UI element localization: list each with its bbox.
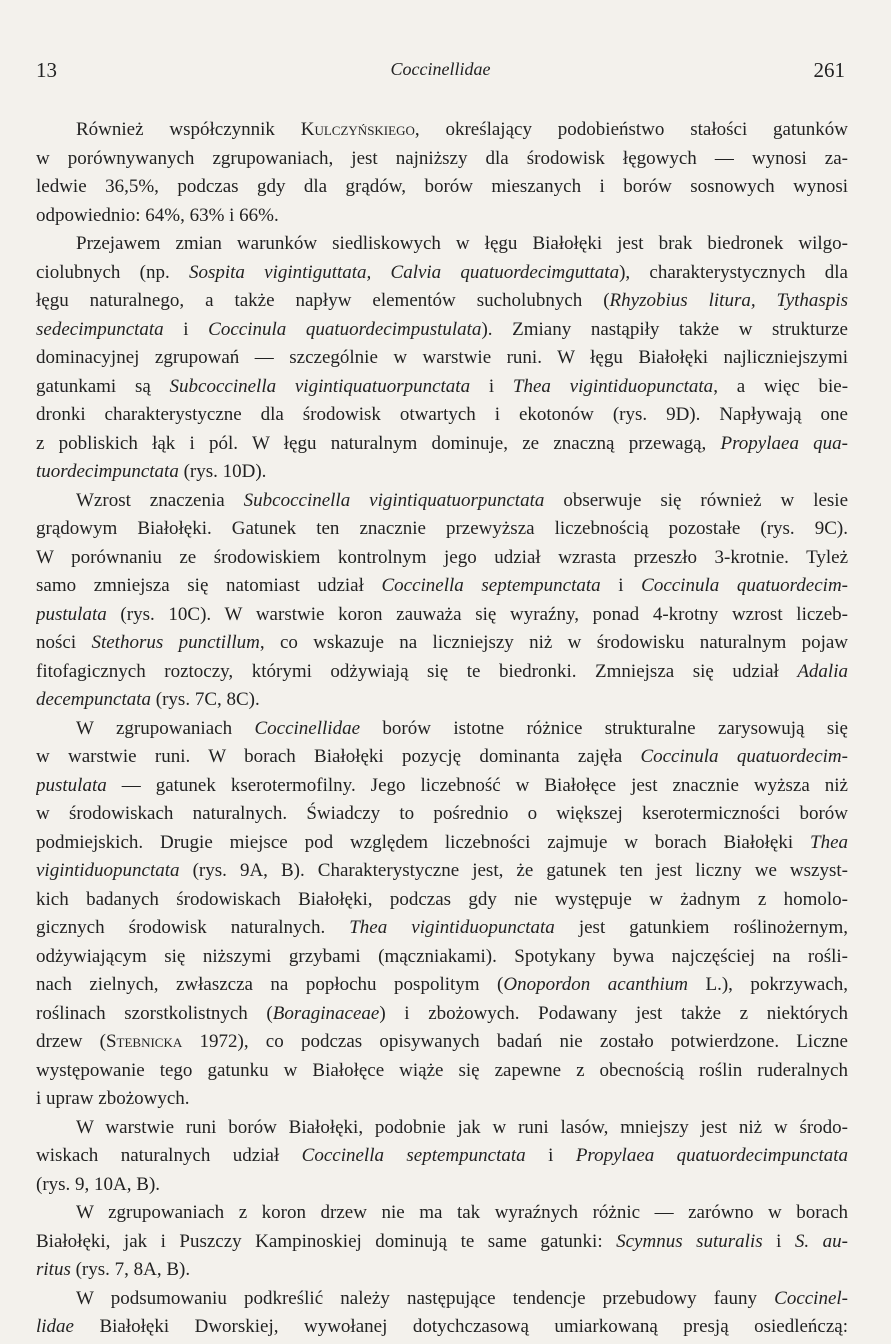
italic-term: tuordecimpunctata	[36, 461, 179, 482]
page-number-left: 13	[36, 58, 57, 82]
italic-term: Coccinula quatuordecim-	[640, 746, 848, 767]
italic-term: Thea	[810, 831, 848, 853]
text-line	[36, 1256, 848, 1285]
text-run: gatunkami są	[36, 375, 170, 397]
text-line	[36, 515, 848, 544]
text-run: L.), pokrzywach,	[688, 974, 848, 995]
text-line	[36, 401, 848, 430]
text-line	[36, 1000, 848, 1029]
text-line	[36, 914, 848, 943]
text-line	[36, 344, 848, 373]
text-run: fitofagicznych roztoczy, którymi odżywiają się te biedronki. Zmniejsza się udział	[36, 660, 798, 682]
author-name: Kulczyńskiego	[300, 119, 415, 140]
text-line	[36, 1228, 848, 1257]
author-name: Stebnicka	[105, 1031, 183, 1052]
italic-term: Scymnus suturalis	[616, 1230, 763, 1252]
text-run: i upraw zbożowych.	[36, 1088, 190, 1109]
text-line	[36, 173, 848, 202]
text-line	[36, 145, 848, 174]
text-line	[36, 572, 848, 601]
text-line	[36, 772, 848, 801]
text-run: ). Zmiany nastąpiły także w strukturze	[481, 318, 848, 340]
text-line	[36, 1114, 848, 1143]
italic-term: Coccinellidae	[254, 717, 361, 739]
text-run: (rys. 9, 10A, B).	[36, 1173, 161, 1195]
italic-term: Coccinula quatuordecimpustulata	[208, 318, 482, 340]
italic-term: Coccinula quatuordecim-	[641, 575, 848, 596]
text-run: i	[525, 1145, 576, 1166]
italic-term: Sospita vigintiguttata, Calvia quatuordecimguttata	[188, 261, 620, 283]
text-run: kich badanych środowiskach Białołęki, podczas gdy nie występuje w żadnym z homolo-	[36, 888, 848, 910]
text-line	[36, 886, 848, 915]
text-run: obserwuje się również w lesie	[544, 489, 848, 511]
text-run: ciolubnych (np.	[36, 261, 189, 283]
text-line	[36, 230, 848, 259]
text-run: ledwie 36,5%, podczas gdy dla grądów, borów mieszanych i borów sosnowych wynosi	[36, 176, 848, 197]
text-run: i	[762, 1230, 795, 1252]
italic-term: Rhyzobius litura, Tythaspis	[609, 290, 848, 311]
text-run: w porównywanych zgrupowaniach, jest najniższy dla środowisk łęgowych — wynosi za-	[36, 147, 848, 169]
text-line	[36, 800, 848, 829]
italic-term: Thea vigintiduopunctata	[349, 917, 555, 938]
text-line	[36, 943, 848, 972]
text-run: podmiejskich. Drugie miejsce pod względem liczebności zajmuje w borach Białołęki	[36, 831, 810, 853]
text-line	[36, 601, 848, 630]
text-run: samo zmniejsza się natomiast udział	[36, 575, 382, 596]
text-run: i	[163, 318, 209, 340]
text-line	[36, 316, 848, 345]
italic-term: Subcoccinella vigintiquatuorpunctata	[243, 489, 545, 511]
text-run: borów istotne różnice strukturalne zarysowują się	[360, 717, 848, 739]
page-number-right: 261	[813, 58, 845, 82]
italic-term: S. au-	[794, 1230, 848, 1252]
italic-term: sedecimpunctata	[36, 318, 164, 340]
text-run: , określający podobieństwo stałości gatunków	[414, 119, 848, 140]
text-run: (rys. 10D).	[178, 461, 267, 482]
text-run: Również współczynnik	[76, 119, 301, 140]
italic-term: lidae	[36, 1316, 74, 1337]
text-run: i	[470, 375, 513, 397]
text-run: Wzrost znaczenia	[76, 489, 244, 511]
text-line	[36, 829, 848, 858]
text-run: , co wskazuje na liczniejszy niż w środowisku naturalnym pojaw	[259, 632, 848, 653]
text-line	[36, 629, 848, 658]
text-run: Białołęki, jak i Puszczy Kampinoskiej dominują te same gatunki:	[36, 1230, 617, 1252]
italic-term: ritus	[36, 1259, 71, 1280]
text-line	[36, 1085, 848, 1114]
text-run: łęgu naturalnego, a także napływ elementów sucholubnych (	[36, 290, 610, 311]
text-line	[36, 743, 848, 772]
italic-term: pustulata	[36, 774, 107, 796]
italic-term: Coccinella septempunctata	[301, 1145, 526, 1166]
text-run: dominacyjnej zgrupowań — szczególnie w warstwie runi. W łęgu Białołęki najliczniejszymi	[36, 347, 848, 368]
text-line	[36, 1171, 848, 1200]
text-run: 1972), co podczas opisywanych badań nie zostało potwierdzone. Liczne	[182, 1031, 848, 1052]
text-run: w warstwie runi. W borach Białołęki pozycję dominanta zajęła	[36, 746, 641, 767]
italic-term: Propylaea quatuordecimpunctata	[575, 1145, 848, 1166]
text-run: Przejawem zmian warunków siedliskowych w łęgu Białołęki jest brak biedronek wilgo-	[76, 233, 848, 254]
italic-term: decempunctata	[36, 689, 152, 710]
text-run: W zgrupowaniach z koron drzew nie ma tak wyraźnych różnic — zarówno w borach	[76, 1202, 848, 1223]
text-line	[36, 116, 848, 145]
text-run: W warstwie runi borów Białołęki, podobnie jak w runi lasów, mniejszy jest niż w środo-	[76, 1116, 848, 1138]
italic-term: Coccinella septempunctata	[381, 575, 601, 596]
text-run: (rys. 9A, B). Charakterystyczne jest, że gatunek ten jest liczny we wszyst-	[179, 860, 848, 881]
text-line	[36, 287, 848, 316]
text-line	[36, 202, 848, 231]
text-run: ności	[36, 632, 92, 653]
text-line	[36, 686, 848, 715]
italic-term: Coccinel-	[774, 1287, 848, 1309]
text-line	[36, 544, 848, 573]
text-line	[36, 1199, 848, 1228]
italic-term: Stethorus punctillum	[91, 632, 260, 653]
text-run: Białołęki Dworskiej, wywołanej dotychczasową umiarkowaną presją osiedleńczą:	[74, 1316, 848, 1337]
text-run: odpowiednio: 64%, 63% i 66%.	[36, 204, 279, 226]
text-run: wiskach naturalnych udział	[36, 1145, 302, 1166]
italic-term: Boraginaceae	[272, 1002, 380, 1024]
text-line	[36, 430, 848, 459]
text-line	[36, 1057, 848, 1086]
running-title: Coccinellidae	[390, 59, 491, 79]
italic-term: Subcoccinella vigintiquatuorpunctata	[169, 375, 471, 397]
italic-term: vigintiduopunctata	[36, 860, 180, 881]
text-run: drzew (	[36, 1031, 106, 1052]
text-run: w środowiskach naturalnych. Świadczy to pośrednio o większej kserotermiczności borów	[36, 803, 848, 824]
text-line	[36, 458, 848, 487]
text-line	[36, 259, 848, 288]
text-run: W zgrupowaniach	[76, 717, 255, 739]
italic-term: Onopordon acanthium	[503, 974, 688, 995]
body-text	[36, 116, 848, 1342]
text-run: roślinach szorstkolistnych (	[36, 1002, 273, 1024]
text-run: gicznych środowisk naturalnych.	[36, 917, 350, 938]
text-run: ), charakterystycznych dla	[619, 261, 848, 283]
text-run: , a więc bie-	[713, 375, 848, 397]
text-run: i	[600, 575, 642, 596]
italic-term: Thea vigintiduopunctata	[512, 375, 714, 397]
text-line	[36, 1313, 848, 1342]
italic-term: pustulata	[36, 603, 107, 625]
text-line	[36, 487, 848, 516]
text-run: grądowym Białołęki. Gatunek ten znacznie przewyższa liczebnością pozostałe (rys. 9C).	[36, 518, 848, 539]
text-run: odżywiającym się niższymi grzybami (mączniakami). Spotykany bywa najczęściej na rośli-	[36, 945, 848, 967]
text-line	[36, 1285, 848, 1314]
text-line	[36, 1142, 848, 1171]
italic-term: Propylaea qua-	[720, 432, 848, 454]
running-header	[36, 58, 845, 88]
text-run: jest gatunkiem roślinożernym,	[554, 917, 848, 938]
text-run: z pobliskich łąk i pól. W łęgu naturalnym dominuje, ze znaczną przewagą,	[36, 432, 721, 454]
text-run: występowanie tego gatunku w Białołęce wiąże się zapewne z obecnością roślin ruderalnych	[36, 1059, 848, 1081]
text-run: nach zielnych, zwłaszcza na popłochu pospolitym (	[36, 974, 504, 995]
text-line	[36, 715, 848, 744]
text-run: ) i zbożowych. Podawany jest także z niektórych	[379, 1002, 848, 1024]
text-line	[36, 1028, 848, 1057]
text-line	[36, 857, 848, 886]
text-line	[36, 658, 848, 687]
text-line	[36, 971, 848, 1000]
italic-term: Adalia	[797, 660, 848, 682]
text-run: — gatunek kserotermofilny. Jego liczebność w Białołęce jest znacznie wyższa niż	[106, 774, 848, 796]
text-run: W podsumowaniu podkreślić należy następujące tendencje przebudowy fauny	[76, 1287, 775, 1309]
text-run: (rys. 7, 8A, B).	[70, 1259, 191, 1280]
text-run: (rys. 7C, 8C).	[151, 689, 260, 710]
text-run: (rys. 10C). W warstwie koron zauważa się wyraźny, ponad 4-krotny wzrost liczeb-	[106, 603, 848, 625]
text-run: dronki charakterystyczne dla środowisk otwartych i ekotonów (rys. 9D). Napływają one	[36, 404, 848, 425]
text-line	[36, 373, 848, 402]
text-run: W porównaniu ze środowiskiem kontrolnym jego udział wzrasta przeszło 3-krotnie. Tyleż	[36, 546, 848, 568]
